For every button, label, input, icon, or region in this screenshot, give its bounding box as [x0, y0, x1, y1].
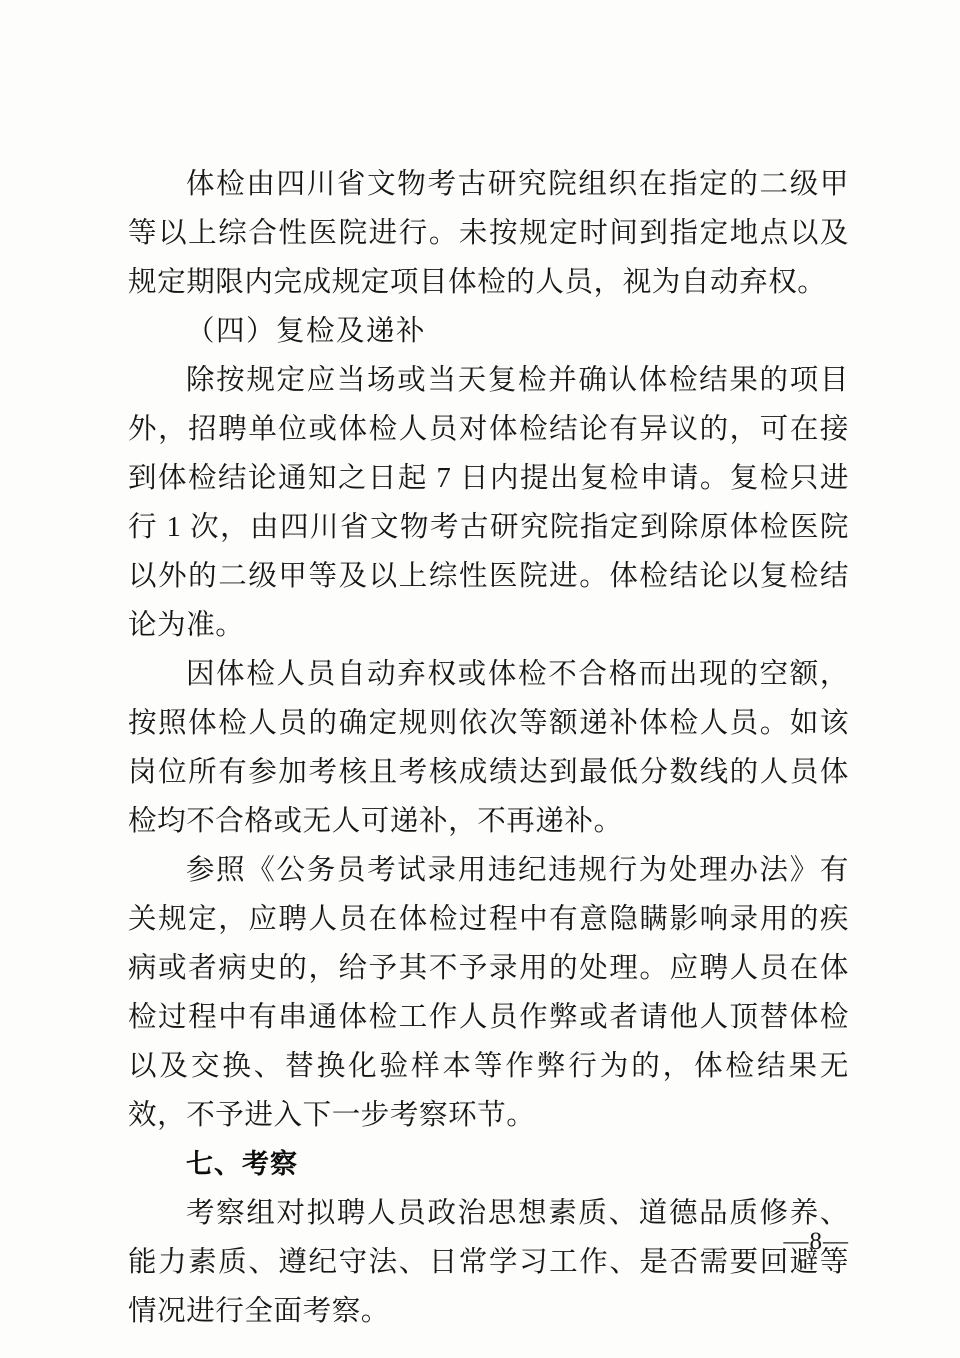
document-body-text: [128, 160, 849, 1336]
subheading-reexam-and-replacement: （四）复检及递补: [186, 316, 427, 347]
page-number: —8—: [783, 1228, 849, 1255]
paragraph-reexam-application: 除按规定应当场或当天复检并确认体检结果的项目外，招聘单位或体检人员对体检结论有异议的，可在接到体检结论通知之日起 7 日内提出复检申请。复检只进行 1 次，由四川省文物考古研究院指定到除原体检医院以外的二级甲等及以上综性医院进。体检结论以复检结论为准。: [128, 365, 849, 641]
section-heading-inspection: 七、考察: [186, 1149, 298, 1179]
paragraph-inspection-scope: 考察组对拟聘人员政治思想素质、道德品质修养、能力素质、遵纪守法、日常学习工作、是否需要回避等情况进行全面考察。: [128, 1198, 849, 1327]
paragraph-replacement-rules: 因体检人员自动弃权或体检不合格而出现的空额，按照体检人员的确定规则依次等额递补体检人员。如该岗位所有参加考核且考核成绩达到最低分数线的人员体检均不合格或无人可递补，不再递补。: [128, 659, 849, 837]
paragraph-physical-exam-organization: 体检由四川省文物考古研究院组织在指定的二级甲等以上综合性医院进行。未按规定时间到指定地点以及规定期限内完成规定项目体检的人员，视为自动弃权。: [128, 169, 849, 298]
paragraph-violation-handling: 参照《公务员考试录用违纪违规行为处理办法》有关规定，应聘人员在体检过程中有意隐瞒影响录用的疾病或者病史的，给予其不予录用的处理。应聘人员在体检过程中有串通体检工作人员作弊或者请他人顶替体检以及交换、替换化验样本等作弊行为的，体检结果无效，不予进入下一步考察环节。: [128, 855, 849, 1131]
